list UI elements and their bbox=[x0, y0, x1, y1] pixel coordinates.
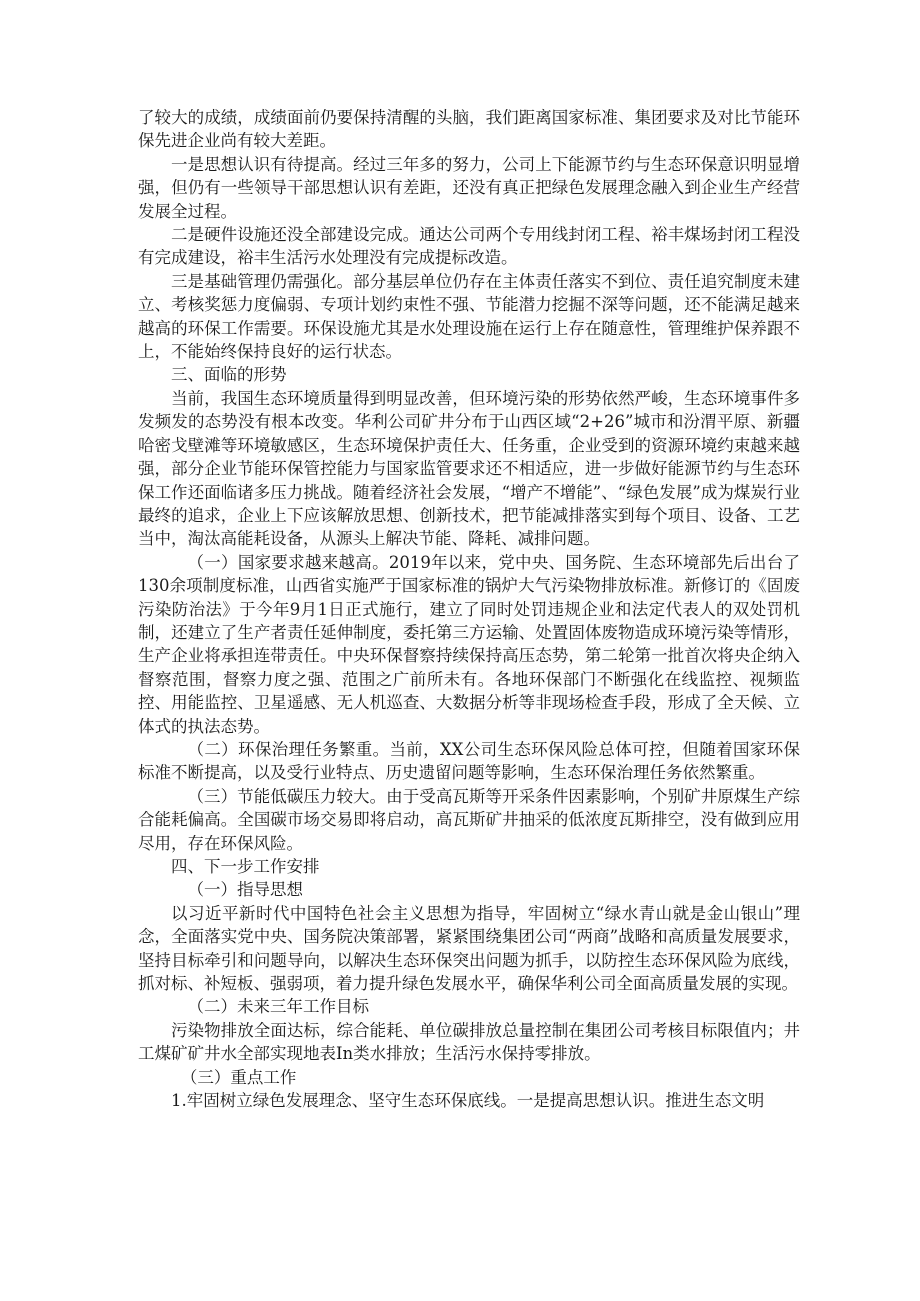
section-heading-next-steps: 四、下一步工作安排 bbox=[171, 857, 320, 876]
subheading-guiding-ideology: （一）指导思想 bbox=[187, 880, 303, 900]
subheading-key-work: （三）重点工作 bbox=[180, 1067, 297, 1087]
paragraph-current-situation: 当前，我国生态环境质量得到明显改善，但环境污染的形势依然严峻，生态环境事件多发频发的态势没有根本改变。华利公司矿井分布于山西区域“2+26”城市和汾渭平原、新疆哈密戈壁滩等环境敏感区，生态环境保护责任大、任务重，企业受到的资源环境约束越来越强，部分企业节能环保管控能力与国家监管要求还不相适应，进一步做好能源节约与生态环保工作还面临诸多压力挑战。随着经济社会发展，“增产不增能”、“绿色发展”成为煤炭行业最终的追求，企业上下应该解放思想、创新技术，把节能减排落实到每个项目、设备、工艺当中，淘汰高能耗设备，从源头上解决节能、降耗、减排问题。 bbox=[138, 388, 800, 549]
paragraph-low-carbon-pressure: （三）节能低碳压力较大。由于受高瓦斯等开采条件因素影响，个别矿井原煤生产综合能耗偏高。全国碳市场交易即将启动，高瓦斯矿井抽采的低浓度瓦斯排空，没有做到应用尽用，存在环保风险。 bbox=[138, 786, 800, 853]
paragraph-hardware-facilities: 二是硬件设施还没全部建设完成。通达公司两个专用线封闭工程、裕丰煤场封闭工程没有完成建设，裕丰生活污水处理没有完成提标改造。 bbox=[138, 225, 800, 268]
document-body bbox=[138, 106, 800, 1112]
paragraph-basic-management: 三是基础管理仍需强化。部分基层单位仍存在主体责任落实不到位、责任追究制度未建立、考核奖惩力度偏弱、专项计划约束性不强、节能潜力挖掘不深等问题，还不能满足越来越高的环保工作需要。环保设施尤其是水处理设施在运行上存在随意性，管理维护保养跟不上，不能始终保持良好的运行状态。 bbox=[138, 271, 800, 362]
paragraph-three-year-goals: 污染物排放全面达标，综合能耗、单位碳排放总量控制在集团公司考核目标限值内；井工煤矿矿井水全部实现地表In类水排放；生活污水保持零排放。 bbox=[138, 1020, 800, 1064]
paragraph-governance-tasks: （二）环保治理任务繁重。当前，XX公司生态环保风险总体可控，但随着国家环保标准不断提高，以及受行业特点、历史遗留问题等影响，生态环保治理任务依然繁重。 bbox=[138, 739, 800, 783]
paragraph-national-requirements: （一）国家要求越来越高。2019年以来，党中央、国务院、生态环境部先后出台了130余项制度标准，山西省实施严于国家标准的锅炉大气污染物排放标准。新修订的《固废污染防治法》于今年9月1日正式施行，建立了同时处罚违规企业和法定代表人的双处罚机制，还建立了生产者责任延伸制度，委托第三方运输、处置固体废物造成环境污染等情形，生产企业将承担连带责任。中央环保督察持续保持高压态势，第二轮第一批首次将央企纳入督察范围，督察力度之强、范围之广前所未有。各地环保部门不断强化在线监控、视频监控、用能监控、卫星遥感、无人机巡查、大数据分析等非现场检查手段，形成了全天候、立体式的执法态势。 bbox=[138, 552, 800, 736]
subheading-three-year-goals: （二）未来三年工作目标 bbox=[187, 997, 369, 1017]
paragraph-continuation: 了较大的成绩，成绩面前仍要保持清醒的头脑，我们距离国家标准、集团要求及对比节能环保先进企业尚有较大差距。 bbox=[138, 108, 800, 151]
section-heading-situation: 三、面临的形势 bbox=[171, 365, 287, 385]
paragraph-guiding-ideology: 以习近平新时代中国特色社会主义思想为指导，牢固树立“绿水青山就是金山银山”理念，全面落实党中央、国务院决策部署，紧紧围绕集团公司“两商”战略和高质量发展要求，坚持目标牵引和问题导向，以解决生态环保突出问题为抓手，以防控生态环保风险为底线，抓对标、补短板、强弱项，着力提升绿色发展水平，确保华利公司全面高质量发展的实现。 bbox=[138, 903, 800, 994]
paragraph-thought-awareness: 一是思想认识有待提高。经过三年多的努力，公司上下能源节约与生态环保意识明显增强，但仍有一些领导干部思想认识有差距，还没有真正把绿色发展理念融入到企业生产经营发展全过程。 bbox=[138, 154, 800, 221]
paragraph-key-work-item-1: 1.牢固树立绿色发展理念、坚守生态环保底线。一是提高思想认识。推进生态文明 bbox=[171, 1091, 765, 1111]
